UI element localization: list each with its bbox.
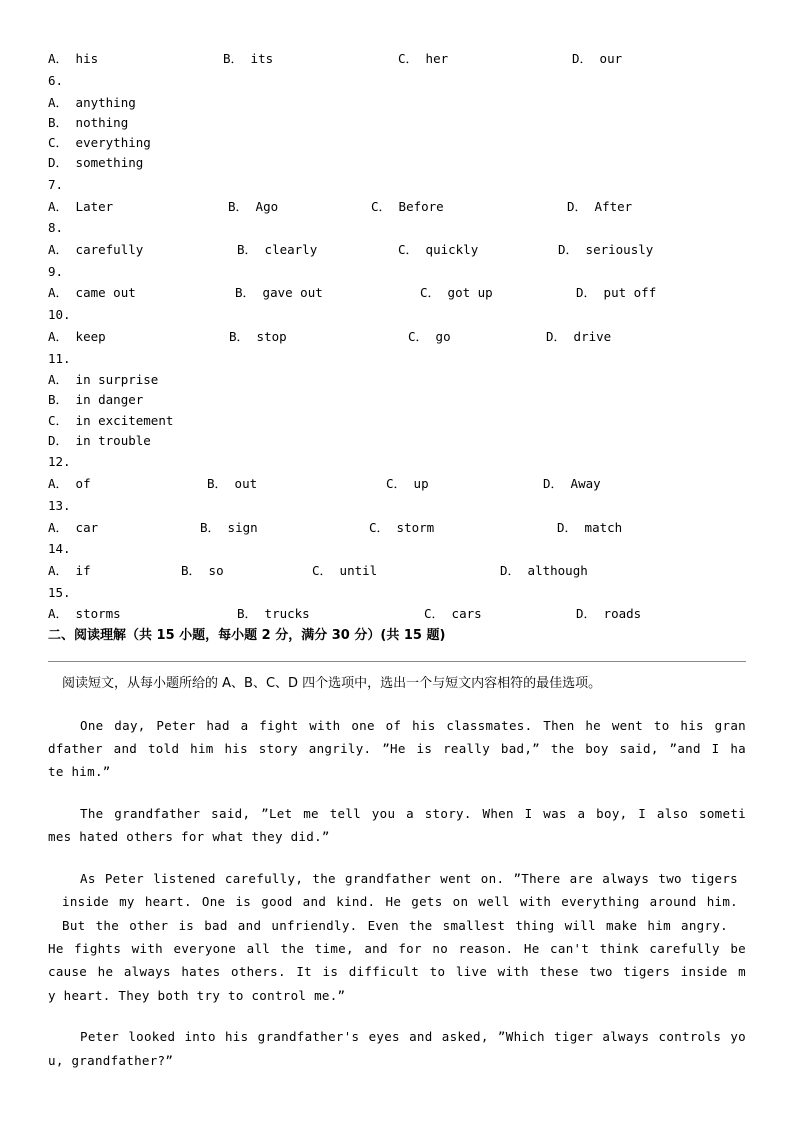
q7-option-d: D． After: [567, 199, 633, 214]
q14-number: 14.: [48, 541, 71, 556]
section-heading: 二、阅读理解（共 15 小题，每小题 2 分，满分 30 分）(共 15 题): [48, 628, 446, 643]
divider: [48, 661, 746, 662]
passage-line: mes hated others for what they did.”: [48, 829, 330, 844]
q12-option-a: A． of: [48, 476, 91, 491]
q12-option-b: B． out: [207, 476, 258, 491]
q7-option-a: A． Later: [48, 199, 114, 214]
q12-number: 12.: [48, 454, 71, 469]
q15-number: 15.: [48, 585, 71, 600]
q8-option-a: A． carefully: [48, 242, 144, 257]
q9-number: 9.: [48, 264, 64, 279]
q8-number: 8.: [48, 220, 64, 235]
q10-option-b: B． stop: [229, 329, 287, 344]
q11-option-a: A． in surprise: [48, 372, 159, 387]
passage-line: Peter looked into his grandfather's eyes and asked, ”Which tiger always controls yo: [80, 1029, 746, 1044]
q13-option-a: A． car: [48, 520, 99, 535]
passage-line: inside my heart. One is good and kind. He gets on well with everything around him.: [62, 894, 738, 909]
passage-line: u, grandfather?”: [48, 1053, 174, 1068]
q6-option-a: A． anything: [48, 95, 136, 110]
q5-option-c: C． her: [398, 51, 449, 66]
q10-number: 10.: [48, 307, 71, 322]
passage-line: He fights with everyone all the time, and for no reason. He can't think carefully be: [48, 941, 746, 956]
q14-option-d: D． although: [500, 563, 588, 578]
q8-option-c: C． quickly: [398, 242, 479, 257]
q9-option-b: B． gave out: [235, 285, 323, 300]
q14-option-b: B． so: [181, 563, 224, 578]
q8-option-b: B． clearly: [237, 242, 318, 257]
q13-option-d: D． match: [557, 520, 623, 535]
q13-number: 13.: [48, 498, 71, 513]
reading-instruction: 阅读短文，从每小题所给的 A、B、C、D 四个选项中，选出一个与短文内容相符的最佳选项。: [62, 676, 602, 691]
q10-option-d: D． drive: [546, 329, 612, 344]
q5-option-b: B． its: [223, 51, 274, 66]
q9-option-a: A． came out: [48, 285, 136, 300]
passage-line: y heart. They both try to control me.”: [48, 988, 346, 1003]
q12-option-c: C． up: [386, 476, 429, 491]
q6-option-d: D． something: [48, 155, 144, 170]
q14-option-c: C． until: [312, 563, 378, 578]
q11-option-c: C． in excitement: [48, 413, 174, 428]
q11-number: 11.: [48, 351, 71, 366]
q13-option-c: C． storm: [369, 520, 435, 535]
q15-option-a: A． storms: [48, 606, 121, 621]
q14-option-a: A． if: [48, 563, 91, 578]
q8-option-d: D． seriously: [558, 242, 654, 257]
q6-option-c: C． everything: [48, 135, 151, 150]
q13-option-b: B． sign: [200, 520, 258, 535]
passage-line: te him.”: [48, 764, 111, 779]
passage-line: One day, Peter had a fight with one of his classmates. Then he went to his gran: [80, 718, 746, 733]
q5-option-d: D． our: [572, 51, 623, 66]
q5-option-a: A． his: [48, 51, 99, 66]
q9-option-d: D． put off: [576, 285, 657, 300]
q11-option-d: D． in trouble: [48, 433, 151, 448]
passage-line: As Peter listened carefully, the grandfather went on. ”There are always two tigers: [80, 871, 738, 886]
q7-option-b: B． Ago: [228, 199, 279, 214]
q6-option-b: B． nothing: [48, 115, 129, 130]
q15-option-b: B． trucks: [237, 606, 310, 621]
passage-line: The grandfather said, ”Let me tell you a story. When I was a boy, I also someti: [80, 806, 746, 821]
q10-option-c: C． go: [408, 329, 451, 344]
q15-option-d: D． roads: [576, 606, 642, 621]
q7-option-c: C． Before: [371, 199, 444, 214]
q7-number: 7.: [48, 177, 64, 192]
passage-line: dfather and told him his story angrily. ”He is really bad,” the boy said, ”and I ha: [48, 741, 746, 756]
q15-option-c: C． cars: [424, 606, 482, 621]
passage-line: cause he always hates others. It is difficult to live with these two tigers inside m: [48, 964, 746, 979]
q6-number: 6.: [48, 73, 64, 88]
q12-option-d: D． Away: [543, 476, 601, 491]
q11-option-b: B． in danger: [48, 392, 144, 407]
q10-option-a: A． keep: [48, 329, 106, 344]
passage-line: But the other is bad and unfriendly. Even the smallest thing will make him angry.: [62, 918, 728, 933]
q9-option-c: C． got up: [420, 285, 493, 300]
